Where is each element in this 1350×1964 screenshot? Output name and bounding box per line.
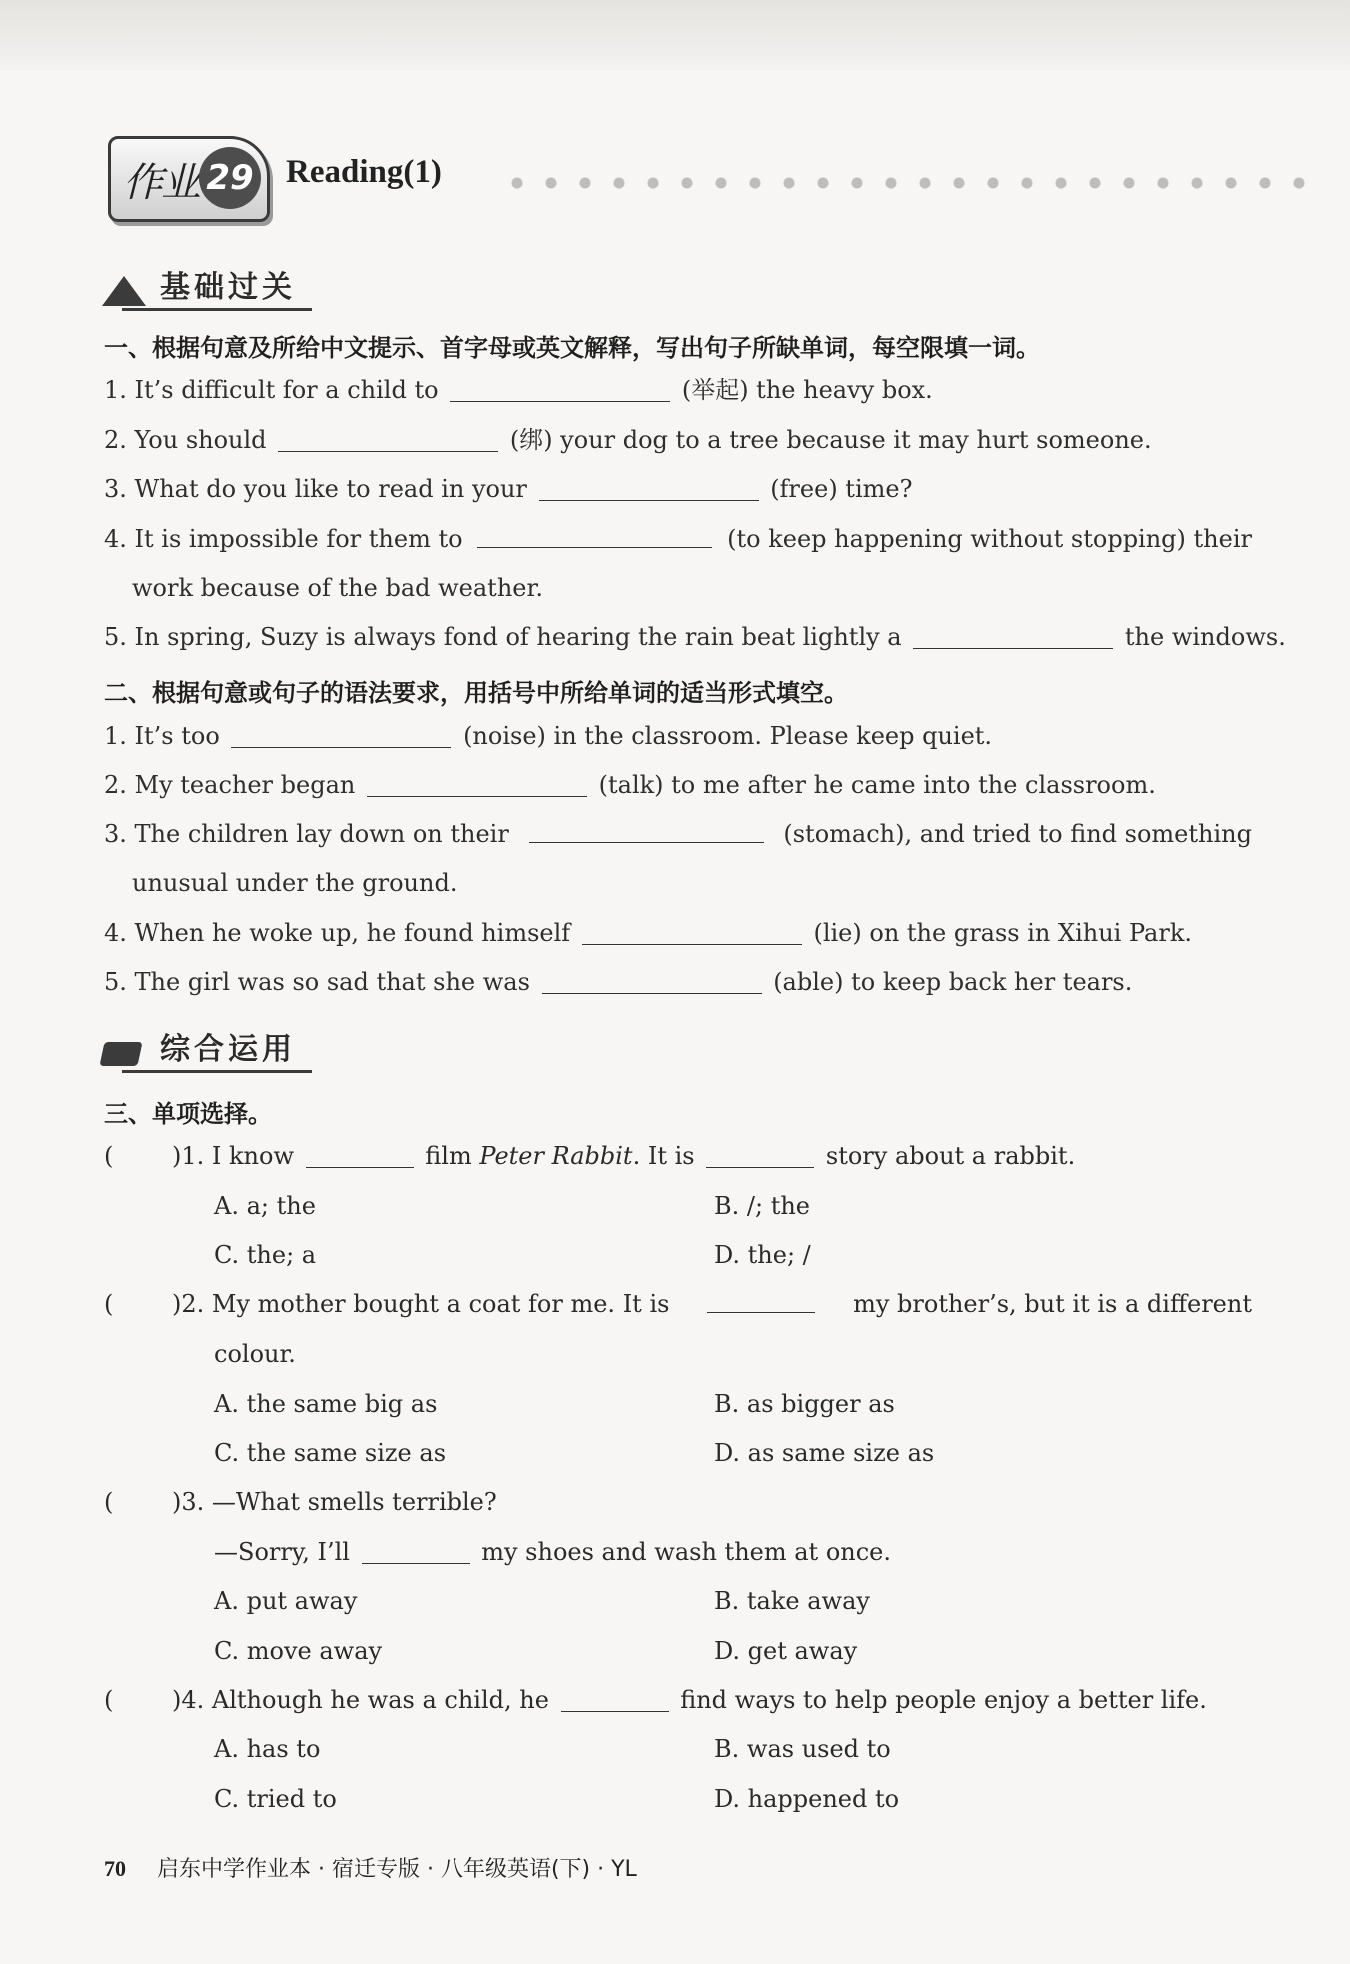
answer-blank[interactable]: [231, 723, 451, 748]
answer-blank[interactable]: [539, 476, 759, 501]
option-d[interactable]: D. happened to: [714, 1785, 900, 1813]
answer-blank[interactable]: [707, 1288, 815, 1313]
question-line: [104, 374, 933, 406]
question-line: [104, 720, 992, 752]
answer-blank[interactable]: [362, 1539, 470, 1564]
question-text: (stomach), and tried to find something: [783, 820, 1252, 848]
answer-blank[interactable]: [278, 427, 498, 452]
option-a[interactable]: A. put away: [214, 1587, 358, 1615]
part3-heading: 三、单项选择。: [104, 1100, 272, 1128]
option-b[interactable]: B. /; the: [714, 1192, 810, 1220]
question-text: 3. The children lay down on their: [104, 820, 509, 848]
option-b[interactable]: B. was used to: [714, 1735, 891, 1763]
question-line: [104, 769, 1156, 801]
answer-blank[interactable]: [561, 1687, 669, 1712]
mc-question-line: [214, 1536, 891, 1568]
question-text: . It is: [632, 1142, 695, 1170]
answer-blank[interactable]: [913, 624, 1113, 649]
part2-heading: 二、根据句意或句子的语法要求，用括号中所给单词的适当形式填空。: [104, 679, 848, 707]
answer-parenthesis[interactable]: (: [104, 1142, 114, 1170]
question-text: 3. What do you like to read in your: [104, 475, 527, 503]
question-text: (free) time?: [770, 475, 913, 503]
banner-rule: [122, 1070, 312, 1073]
question-line: [104, 523, 1252, 555]
question-text: 5. The girl was so sad that she was: [104, 968, 530, 996]
mc-question: [172, 1684, 1207, 1716]
answer-blank[interactable]: [582, 920, 802, 945]
mc-question: [172, 1140, 1075, 1172]
question-text: —Sorry, I’ll: [214, 1538, 350, 1566]
option-c[interactable]: C. the; a: [214, 1241, 317, 1269]
answer-blank[interactable]: [706, 1143, 814, 1168]
question-text: 1. It’s too: [104, 722, 220, 750]
option-a[interactable]: A. has to: [214, 1735, 321, 1763]
question-text: (lie) on the grass in Xihui Park.: [813, 919, 1193, 947]
option-b[interactable]: B. as bigger as: [714, 1390, 895, 1418]
triangle-icon: [102, 276, 146, 306]
option-a[interactable]: A. a; the: [214, 1192, 316, 1220]
section-title: 基础过关: [160, 270, 296, 305]
badge-number: 29: [199, 147, 261, 209]
question-text: (noise) in the classroom. Please keep quiet.: [463, 722, 993, 750]
answer-parenthesis[interactable]: (: [104, 1290, 114, 1318]
part1-heading: 一、根据句意及所给中文提示、首字母或英文解释，写出句子所缺单词，每空限填一词。: [104, 334, 1040, 362]
answer-blank[interactable]: [529, 818, 764, 843]
mc-question: [172, 1288, 1252, 1320]
section-banner-comprehensive: [102, 1020, 312, 1076]
scan-shadow: [0, 0, 1350, 70]
question-line: [104, 917, 1192, 949]
question-text: )4. Although he was a child, he: [172, 1686, 549, 1714]
option-d[interactable]: D. as same size as: [714, 1439, 935, 1467]
answer-blank[interactable]: [477, 523, 712, 548]
lesson-title: Reading(1): [286, 154, 442, 190]
option-d[interactable]: D. the; /: [714, 1241, 811, 1269]
lesson-header: [108, 136, 1318, 220]
page-footer: [104, 1852, 637, 1883]
question-line: [104, 818, 1252, 850]
answer-parenthesis[interactable]: (: [104, 1488, 114, 1516]
answer-blank[interactable]: [306, 1143, 414, 1168]
question-line: [104, 621, 1286, 653]
question-text: find ways to help people enjoy a better life.: [680, 1686, 1207, 1714]
section-title: 综合运用: [160, 1032, 296, 1067]
question-continuation: work because of the bad weather.: [132, 574, 543, 602]
question-text: (talk) to me after he came into the classroom.: [598, 771, 1156, 799]
question-text: (绑) your dog to a tree because it may hurt someone.: [509, 426, 1152, 454]
book-title: 启东中学作业本 · 宿迁专版 · 八年级英语(下) · YL: [157, 1857, 637, 1882]
block-icon: [99, 1042, 142, 1066]
question-text: the windows.: [1124, 623, 1286, 651]
question-text: (to keep happening without stopping) their: [727, 525, 1252, 553]
question-text: my shoes and wash them at once.: [481, 1538, 891, 1566]
question-text: 1. It’s difficult for a child to: [104, 376, 439, 404]
question-text: 4. It is impossible for them to: [104, 525, 463, 553]
answer-blank[interactable]: [367, 772, 587, 797]
option-a[interactable]: A. the same big as: [214, 1390, 438, 1418]
question-text: film: [425, 1142, 472, 1170]
question-text: (举起) the heavy box.: [681, 376, 933, 404]
homework-badge: [108, 136, 270, 222]
answer-parenthesis[interactable]: (: [104, 1686, 114, 1714]
option-d[interactable]: D. get away: [714, 1637, 858, 1665]
mc-question: )3. —What smells terrible?: [172, 1488, 497, 1516]
question-text: 2. You should: [104, 426, 267, 454]
option-c[interactable]: C. move away: [214, 1637, 383, 1665]
section-banner-basic: [102, 258, 312, 314]
badge-word: 作业: [123, 160, 199, 206]
dotted-divider: [500, 176, 1320, 190]
option-c[interactable]: C. tried to: [214, 1785, 337, 1813]
question-text: (able) to keep back her tears.: [773, 968, 1133, 996]
question-text: story about a rabbit.: [825, 1142, 1076, 1170]
option-b[interactable]: B. take away: [714, 1587, 870, 1615]
question-text: )1. I know: [172, 1142, 294, 1170]
question-text: 4. When he woke up, he found himself: [104, 919, 571, 947]
question-text: my brother’s, but it is a different: [853, 1290, 1252, 1318]
film-title: Peter Rabbit: [479, 1142, 633, 1170]
option-c[interactable]: C. the same size as: [214, 1439, 447, 1467]
question-text: )2. My mother bought a coat for me. It is: [172, 1290, 670, 1318]
question-line: [104, 424, 1152, 456]
banner-rule: [122, 308, 312, 311]
question-continuation: colour.: [214, 1340, 296, 1368]
question-line: [104, 966, 1132, 998]
page-number: 70: [104, 1856, 126, 1881]
question-line: [104, 473, 912, 505]
question-text: 5. In spring, Suzy is always fond of hearing the rain beat lightly a: [104, 623, 902, 651]
answer-blank[interactable]: [450, 377, 670, 402]
question-continuation: unusual under the ground.: [132, 869, 458, 897]
answer-blank[interactable]: [542, 969, 762, 994]
question-text: 2. My teacher began: [104, 771, 356, 799]
